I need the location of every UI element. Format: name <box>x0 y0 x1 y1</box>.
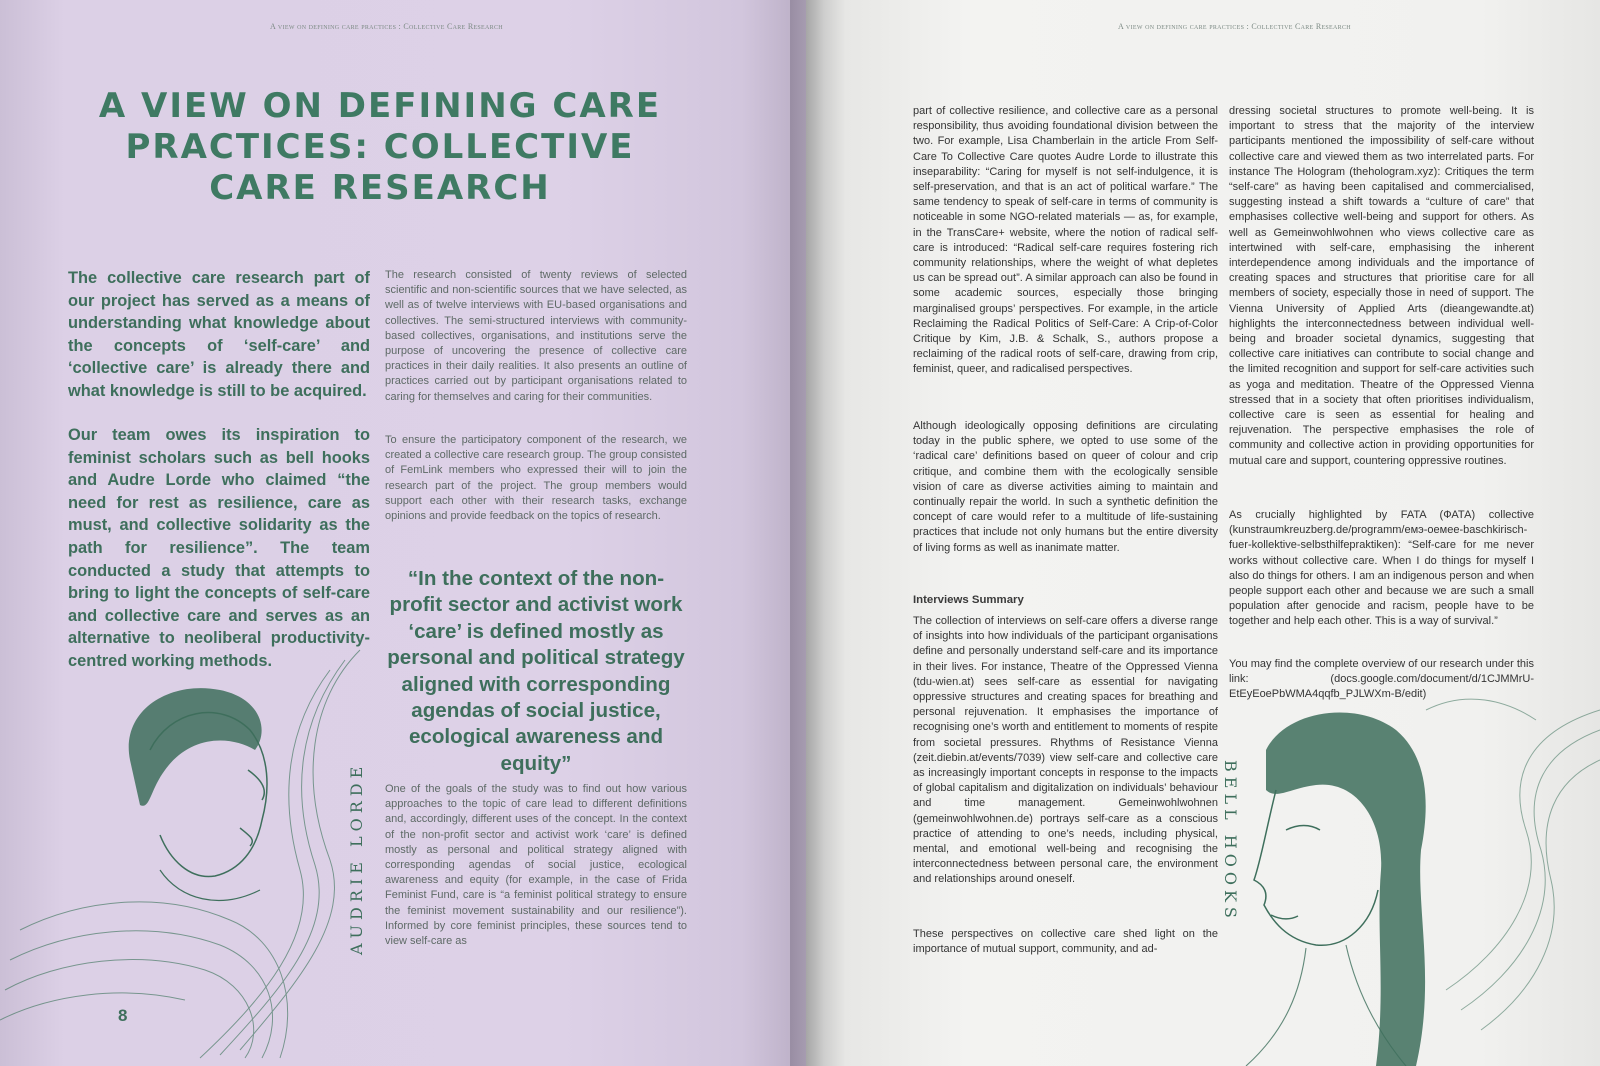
lead-paragraph-2: Our team owes its inspiration to feminist scholars such as bell hooks and Audre Lorde who claimed “the need for rest as resilience, care as must, and collective solidarity as the path for resilience”. The team conducted a study that attempts to bring to light the concepts of self-care and collective care and serves as an alternative to neoliberal productivity-centred working methods. <box>68 426 370 670</box>
book-spine-shadow <box>790 0 824 1066</box>
pull-quote: “In the context of the non-profit sector and activist work ‘care’ is defined mostly as personal and political strategy aligned with corresponding agendas of social justice, ecological awareness and equity” <box>387 567 685 775</box>
right-column2-paragraph-2: As crucially highlighted by FATA (ФАТА) collective (kunstraumkreuzberg.de/programm/емэ-оемee-baschkirisch-fuer-kollektive-selbsthilfepraktiken): “Self-care for me never works without collective care. When I do things for myself I also do things for others. I am an indigenous person and when people support each other and because we are such a small population after genocide and racism, people have to be together and help each other. This is a way of survival.” <box>1229 509 1534 628</box>
audre-lorde-portrait-illustration <box>0 640 370 1060</box>
lead-paragraph-1: The collective care research part of our project has served as a means of understanding what knowledge about the concepts of ‘self-care’ and ‘collective care’ is already there and what knowledge is still to be acquired. <box>68 269 370 400</box>
right-column1-paragraph-2: Although ideologically opposing definitions are circulating today in the public sphere, we opted to use some of the ‘radical care’ definitions based on queer of colour and crip critique, and combine them with the ecologically sensible vision of care as diverse activities aiming to maintain and continually repair the world. In such a synthetic definition the concept of care would refer to a multitude of life-sustaining practices that include not only humans but the entire diversity of living forms as well as inanimate matter. <box>913 420 1218 554</box>
interviews-summary-heading: Interviews Summary <box>913 594 1024 606</box>
bell-hooks-label: BELL HOOKS <box>1221 760 1240 923</box>
right-column1-paragraph-1: part of collective resilience, and collective care as a personal responsibility, thus avoiding foundational division between the two. For example, Lisa Chamberlain in the article From Self-Care To Collective Care quotes Audre Lorde to illustrate this inseparability: “Caring for myself is not self-indulgence, it is self-preservation, and that is an act of political warfare.” The same tendency to speak of self-care in terms of community is noticeable in some NGO-related materials — as, for example, in the TransCare+ website, where the notion of radical self-care is introduced: “Radical self-care requires fostering rich community relationships, where the weight of what depletes us can be spread out”. A similar approach can also be found in some academic sources, especially those bringing marginalised groups’ perspectives. For example, in the article Reclaiming the Radical Politics of Self-Care: A Crip-of-Color Critique by Kim, J.B. & Schalk, S., authors propose a reclaiming of the radical roots of self-care, drawing from crip, feminist, queer, and radicalised perspectives. <box>913 105 1218 376</box>
bell-hooks-portrait-illustration <box>1206 690 1600 1066</box>
right-column1-paragraph-4: These perspectives on collective care shed light on the importance of mutual support, community, and ad- <box>913 928 1218 956</box>
bell-face <box>1254 790 1378 945</box>
page-title: A VIEW ON DEFINING CARE PRACTICES: COLLECTIVE CARE RESEARCH <box>98 86 662 208</box>
audre-hair <box>129 688 262 806</box>
bell-hair <box>1266 713 1426 1066</box>
left-column-paragraph-1: The research consisted of twenty reviews of selected scientific and non-scientific sources that we have selected, as well as of twelve interviews with EU-based organisations and collectives. The semi-structured interviews with community-based collectives, organisations, and institutions serve the purpose of uncovering the presence of collective care practices in their daily realities. It also presents an outline of practices carried out by participant organisations related to caring for themselves and caring for their communities. <box>385 269 687 403</box>
running-head-right: A view on defining care practices : Collective Care Research <box>1118 22 1351 31</box>
right-column2-paragraph-3: You may find the complete overview of our research under this link: (docs.google.com/document/d/1CJMMrU-EtEyEoePbWMA4qqfb_PJLWXm-B/edit) <box>1229 658 1534 701</box>
running-head-left: A view on defining care practices : Collective Care Research <box>270 22 503 31</box>
audre-lorde-label: AUDRIE LORDE <box>347 761 366 955</box>
right-column2-paragraph-1: dressing societal structures to promote well-being. It is important to stress that the majority of the interview participants mentioned the impossibility of self-care without collective care and viewed them as two interrelated parts. For instance The Hologram (thehologram.xyz): Critiques the term “self-care” as having been capitalised and commercialised, suggesting instead a shift towards a “culture of care” that emphasises collective well-being and support for others. As well as Gemeinwohlwohnen who views collective care as intertwined with self-care, emphasising the inherent interdependence among individuals and the importance of creating spaces and structures that prioritise care for all members of society, especially those in need of support. The Vienna University of Applied Arts (dieangewandte.at) highlights the interconnectedness between individual well-being and broader societal dynamics, suggesting that collective care initiatives can contribute to social change and the limited recognition and support for self-care activities such as yoga and meditation. Theatre of the Oppressed Vienna stressed that in a society that often prioritises individualism, collective care is seen as essential for healing and rejuvenation. The perspective emphasises the role of community and collective action in providing opportunities for mutual care and support, countering oppressive routines. <box>1229 105 1534 467</box>
right-page <box>806 0 1600 1066</box>
right-column1-paragraph-3: The collection of interviews on self-care offers a diverse range of insights into how individuals of the participant organisations define and personally understand self-care and its importance in their lives. For instance, Theatre of the Oppressed Vienna (tdu-wien.at) sees self-care as essential for navigating oppressive structures and creating spaces for breathing and personal rejuvenation. It emphasises the importance of recognising one’s worth and entitlement to moments of respite from societal pressures. Rhythms of Resistance Vienna (zeit.diebin.at/events/7039) view self-care and collective care as increasingly important concepts in response to the impacts of global capitalism and digitalization on individuals’ behaviour and time management. Gemeinwohlwohnen (gemeinwohlwohnen.de) portrays self-care as a conscious practice of attending to one’s needs, including physical, mental, and emotional well-being and recognising the interconnectedness between personal care, the environment and relationships around oneself. <box>913 615 1218 886</box>
left-column-paragraph-2: To ensure the participatory component of the research, we created a collective care research group. The group consisted of FemLink members who expressed their will to join the research part of the project. The group members would support each other with their research tasks, exchange opinions and provide feedback on the topics of research. <box>385 434 687 523</box>
page-number: 8 <box>118 1006 128 1025</box>
left-column-paragraph-3: One of the goals of the study was to find out how various approaches to the topic of care lead to different definitions and, accordingly, different uses of the concept. In the context of the non-profit sector and activist work ‘care’ is defined mostly as personal and political strategy aligned with corresponding agendas of social justice, ecological awareness and equity (for example, in the case of Frida Feminist Fund, care is “a feminist political strategy to ensure the feminist movement sustainability and our resilience”). Informed by core feminist principles, these sources tend to view self-care as <box>385 783 687 948</box>
